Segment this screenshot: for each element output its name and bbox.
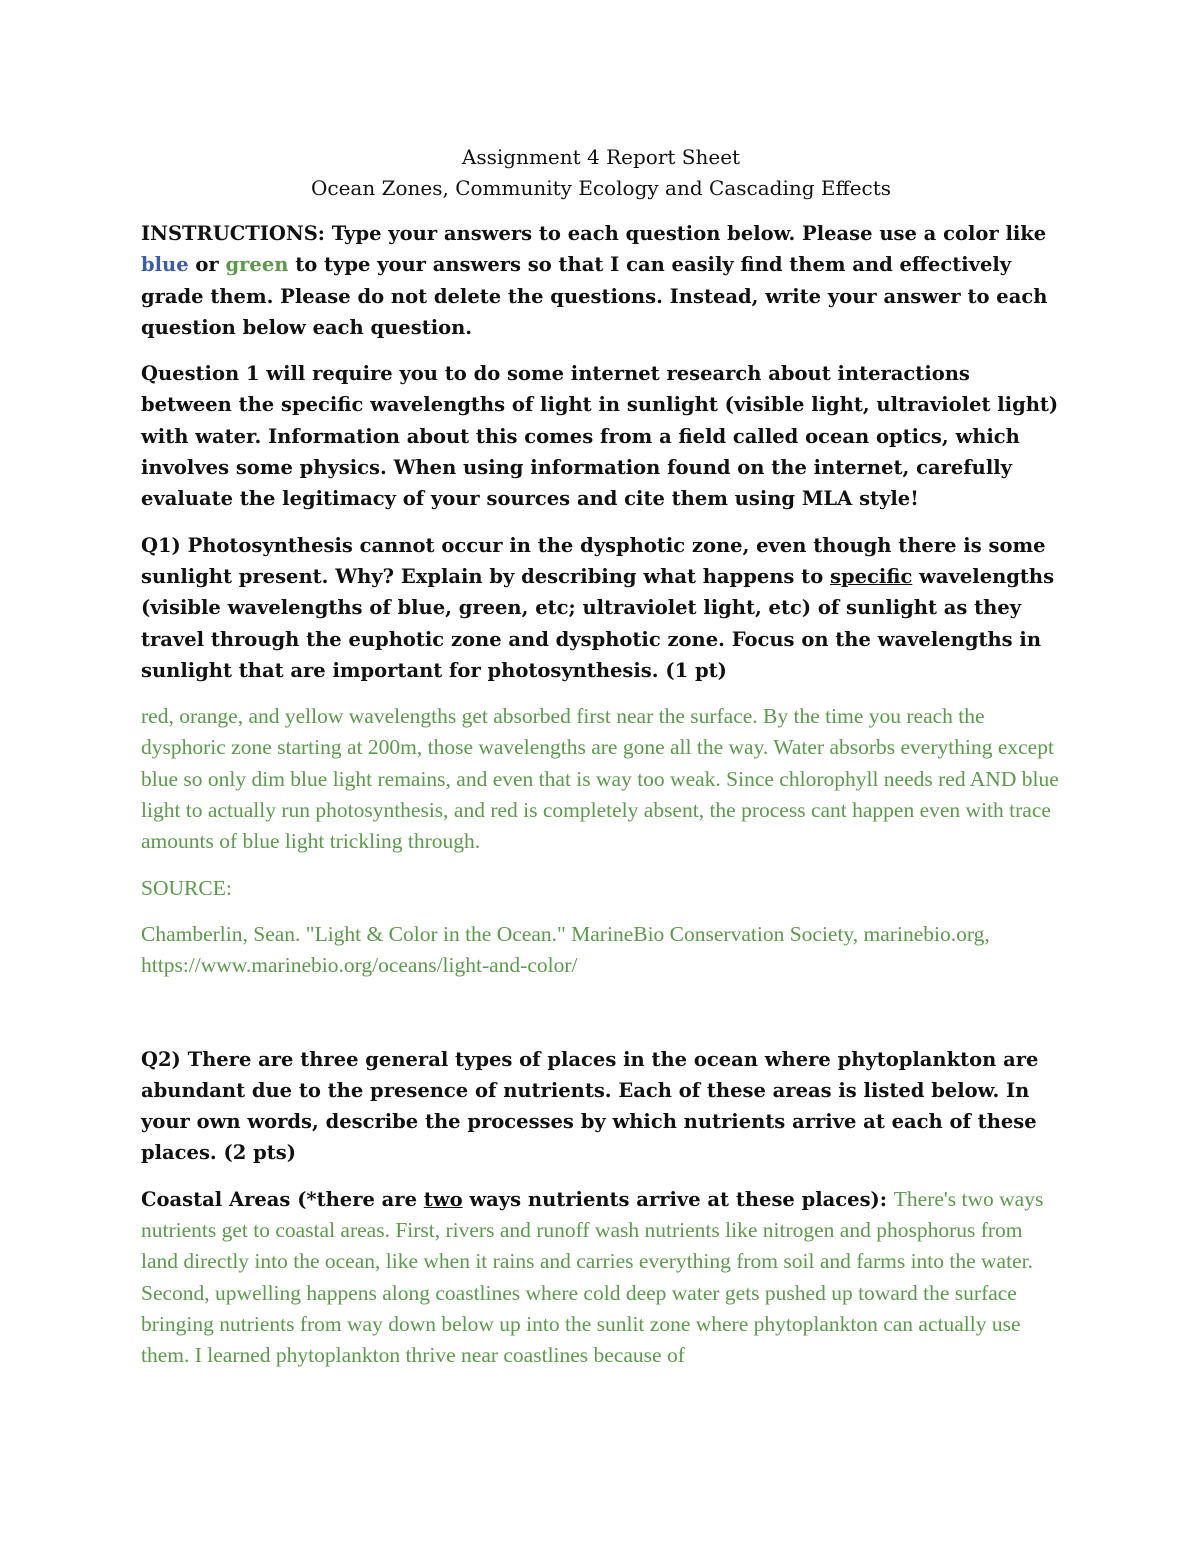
coastal-answer: There's two ways nutrients get to coastal areas. First, rivers and runoff wash nutrients like nitrogen and phosphorus from land directly into the ocean, like when it rains and carries everything from soil and farms into the water. Second, upwelling happens along coastlines where cold deep water gets pushed up toward the surface bringing nutrients from way down below up into the sunlit zone where phytoplankton can actually use them. I learned phytoplankton thrive near coastlines because of — [141, 1186, 1044, 1368]
question-1 — [141, 530, 1061, 686]
question-1-underlined: specific — [829, 564, 913, 588]
document-page — [141, 142, 1061, 1387]
document-title: Assignment 4 Report Sheet — [461, 145, 741, 169]
instructions-text: INSTRUCTIONS: Type your answers to each question below. Please use a color like — [141, 222, 1047, 245]
blank-space — [141, 997, 1061, 1044]
answer-1: red, orange, and yellow wavelengths get absorbed first near the surface. By the time you reach the dysphoric zone starting at 200m, those wavelengths are gone all the way. Water absorbs everything except blue so only dim blue light remains, and even that is way too weak. Since chlorophyll needs red AND blue light to actually run photosynthesis, and red is completely absent, the process cant happen even with trace amounts of blue light trickling through. — [141, 704, 1059, 854]
coastal-label: Coastal Areas (*there are — [141, 1187, 424, 1211]
blue-word: blue — [141, 253, 189, 277]
coastal-areas-paragraph — [141, 1184, 1061, 1372]
question-2: Q2) There are three general types of places in the ocean where phytoplankton are abundant due to the presence of nutrients. Each of these areas is listed below. In your own words, describe the processes by which nutrients arrive at each of these places. (2 pts) — [141, 1047, 1039, 1165]
coastal-label: ways nutrients arrive at these places): — [462, 1187, 894, 1211]
question-1-text: Q1) Photosynthesis cannot occur in the dysphotic zone, even though there is some sunlight present. Why? Explain by describing what happens to — [141, 533, 1046, 588]
instructions-text: to type your answers so that I can easily find them and effectively grade them. Please do not delete the questions. Instead, write your answer to each question below each question. — [141, 253, 1048, 339]
instructions-text: or — [188, 253, 226, 277]
title-block — [141, 142, 1061, 204]
green-word: green — [225, 253, 289, 277]
source-label: SOURCE: — [141, 875, 232, 900]
instructions-paragraph — [141, 218, 1061, 343]
document-subtitle: Ocean Zones, Community Ecology and Cascading Effects — [310, 176, 892, 200]
intro-paragraph: Question 1 will require you to do some internet research about interactions between the specific wavelengths of light in sunlight (visible light, ultraviolet light) with water. Information about this comes from a field called ocean optics, which involves some physics. When using information found on the internet, carefully evaluate the legitimacy of your sources and cite them using MLA style! — [141, 362, 1059, 511]
coastal-label-underlined: two — [423, 1187, 463, 1211]
question-1-text: wavelengths (visible wavelengths of blue, green, etc; ultraviolet light, etc) of sunlight as they travel through the euphotic zone and dysphotic zone. Focus on the wavelengths in sunlight that are important for photosynthesis. (1 pt) — [141, 564, 1055, 682]
citation: Chamberlin, Sean. "Light & Color in the Ocean." MarineBio Conservation Society, marinebio.org, https://www.marinebio.org/oceans/light-and-color/ — [141, 921, 990, 978]
